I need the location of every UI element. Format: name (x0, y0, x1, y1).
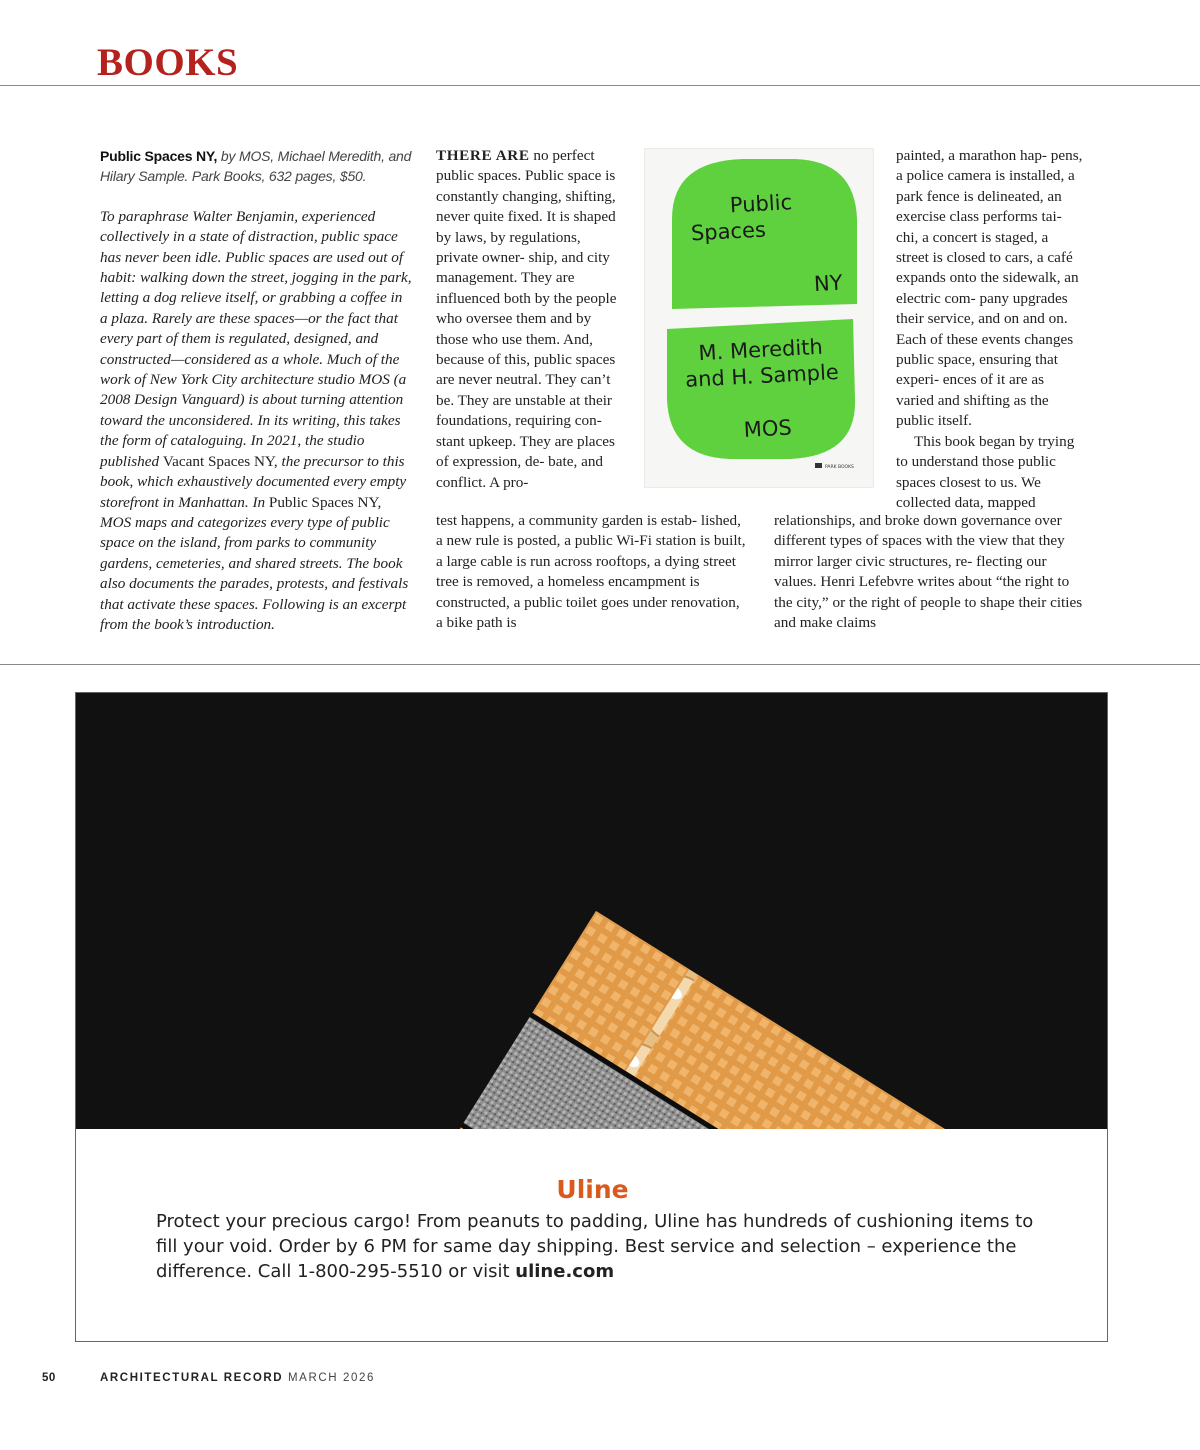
cover-publisher: PARK BOOKS (825, 465, 854, 470)
article-column-2-top (436, 146, 624, 493)
ad-separator-rule (0, 664, 1200, 665)
packaging-materials-photo (76, 693, 1108, 1129)
book-credit-details: by MOS, Michael Meredith, and Hilary Sample. Park Books, 632 pages, $50. (100, 148, 412, 185)
book-credit-title: Public Spaces NY, (100, 148, 218, 164)
page-number: 50 (42, 1372, 56, 1384)
intro-book-title: Vacant Spaces NY, (162, 452, 278, 470)
header-rule (0, 85, 1200, 86)
section-title: BOOKS (97, 41, 239, 84)
magazine-name: ARCHITECTURAL RECORD (100, 1372, 284, 1384)
book-cover-image (645, 149, 873, 487)
article-text: This book began by trying to understand those public spaces closest to us. We collected data, mapped (896, 432, 1075, 511)
cover-studio: MOS (743, 415, 793, 442)
ad-copy (156, 1209, 1046, 1284)
intro-text: MOS maps and categorizes every type of public space on the island, from parks to community gardens, cemeteries, and shared streets. The book also documents the parades, protests, and festivals that activate these spaces. Following is an excerpt from the book’s introduction. (100, 513, 409, 633)
book-credit (100, 146, 412, 187)
publisher-logo (815, 463, 854, 470)
cover-city: NY (813, 270, 844, 297)
intro-book-title: Public Spaces NY, (268, 493, 382, 511)
uline-advertisement[interactable] (75, 692, 1108, 1342)
intro-text: To paraphrase Walter Benjamin, experienced collectively in a state of distraction, public space has never been idle. Public spaces are used out of habit: walking down the street, jogging in the park, letting a dog relieve itself, or grabbing a coffee in a plaza. Rarely are these spaces—or the fact that every part of them is regulated, designed, and constructed—considered as a whole. Much of the work of New York City architecture studio MOS (a 2008 Design Vanguard) is about turning attention toward the unconsidered. In its writing, this takes the form of cataloguing. In 2021, the studio published (100, 207, 412, 470)
article-column-3-bottom: relationships, and broke down governance over different types of spaces with the view that they mirror larger civic structures, re- flecting our values. Henri Lefebvre writes about “the right to the city,” or the right of people to shape their cities and make claims (774, 512, 1083, 632)
intro-column (100, 146, 412, 635)
intro-paragraph (100, 207, 412, 636)
cover-authors-line1: M. Meredith (697, 334, 824, 366)
cover-title-line2: Spaces (690, 217, 767, 246)
lead-in: THERE ARE (436, 147, 530, 164)
cover-title-line1: Public (729, 190, 793, 218)
article-column-2-bottom: test happens, a community garden is estab- lished, a new rule is posted, a public Wi-Fi station is built, a large cable is run across rooftops, a dying street tree is removed, a homeless encampment is constructed, a public toilet goes under renovation, a bike path is (436, 512, 746, 632)
cover-authors-line2: and H. Sample (684, 359, 840, 392)
issue-date: MARCH 2026 (288, 1372, 375, 1384)
intro-text: the precursor to this book, which exhaustively documented every empty storefront in Manhattan. In (100, 452, 407, 511)
ad-copy-text: Protect your precious cargo! From peanuts to padding, Uline has hundreds of cushioning items to fill your void. Order by 6 PM for same day shipping. Best service and selection – experience the difference. Call 1-800-295-5510 or visit (156, 1211, 1034, 1282)
ad-brand-name: Uline (556, 1175, 629, 1204)
article-text: painted, a marathon hap- pens, a police camera is installed, a park fence is delineated, an exercise class performs tai-chi, a concert is staged, a street is closed to cars, a café expands onto the sidewalk, an electric com- pany upgrades their service, and on and on. Each of these events changes public space, ensuring that experi- ences of it are as varied and shifting as the public itself. (896, 147, 1083, 430)
article-text: no perfect public spaces. Public space is constantly changing, shifting, never quite fixed. It is shaped by laws, by regulations, private owner- ship, and city management. They are influenced both by the people who oversee them and by those who use them. And, because of this, public spaces are never neutral. They can’t be. They are unstable at their foundations, requiring con- stant upkeep. They are places of expression, de- bate, and conflict. A pro- (436, 147, 617, 491)
ad-url-link[interactable]: uline.com (515, 1261, 615, 1282)
article-column-3-top (896, 146, 1084, 513)
